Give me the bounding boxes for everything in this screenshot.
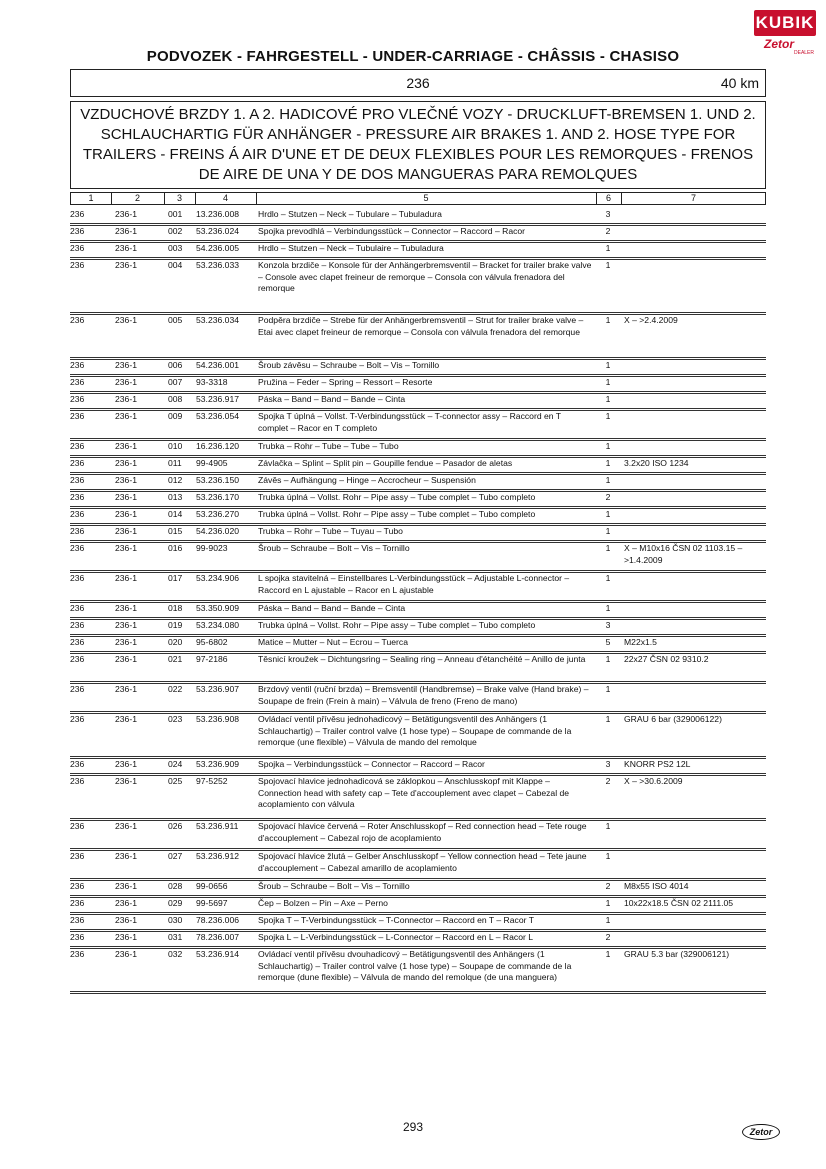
table-row — [70, 441, 766, 458]
column-headers — [70, 192, 766, 205]
cell-c6: 3 — [605, 209, 611, 219]
cell-c7: 3.2x20 ISO 1234 — [624, 458, 689, 468]
cell-c3: 029 — [168, 898, 183, 908]
cell-c6: 2 — [605, 932, 611, 942]
cell-c5: Čep – Bolzen – Pin – Axe – Perno — [258, 898, 388, 908]
table-row — [70, 949, 766, 994]
cell-c5: Spojovací hlavice jednohadicová se záklopkou – Anschlusskopf mit Klappe – Connection head with safety cap – Tete d'accouplement avec clapet – Cabezal de acoplamiento con válvula — [258, 776, 570, 810]
cell-c5: Trubka úplná – Vollst. Rohr – Pipe assy – Tube complet – Tubo completo — [258, 509, 536, 519]
row-divider — [70, 681, 766, 682]
table-row — [70, 394, 766, 411]
cell-c4: 53.236.033 — [196, 260, 240, 270]
cell-c1: 236 — [70, 915, 85, 925]
cell-c6: 1 — [605, 315, 611, 325]
table-row — [70, 821, 766, 851]
column-header: 5 — [256, 193, 597, 204]
cell-c5: Pružina – Feder – Spring – Ressort – Resorte — [258, 377, 433, 387]
cell-c2: 236-1 — [115, 360, 137, 370]
row-divider — [70, 408, 766, 409]
cell-c2: 236-1 — [115, 543, 137, 553]
table-row — [70, 260, 766, 315]
cell-c3: 009 — [168, 411, 183, 421]
cell-c7: M8x55 ISO 4014 — [624, 881, 689, 891]
cell-c3: 018 — [168, 603, 183, 613]
table-row — [70, 458, 766, 475]
row-divider — [70, 223, 766, 224]
row-divider — [70, 438, 766, 439]
cell-c4: 13.236.008 — [196, 209, 240, 219]
table-row — [70, 509, 766, 526]
cell-c2: 236-1 — [115, 209, 137, 219]
row-divider — [70, 651, 766, 652]
cell-c3: 001 — [168, 209, 183, 219]
cell-c4: 78.236.007 — [196, 932, 240, 942]
table-row — [70, 603, 766, 620]
cell-c5: Šroub – Schraube – Bolt – Vis – Tornillo — [258, 543, 410, 553]
cell-c4: 95-6802 — [196, 637, 228, 647]
cell-c5: Trubka úplná – Vollst. Rohr – Pipe assy – Tube complet – Tubo completo — [258, 620, 536, 630]
cell-c1: 236 — [70, 441, 85, 451]
cell-c5: Hrdlo – Stutzen – Neck – Tubulaire – Tubuladura — [258, 243, 444, 253]
cell-c2: 236-1 — [115, 932, 137, 942]
row-divider — [70, 455, 766, 456]
page-title: PODVOZEK - FAHRGESTELL - UNDER-CARRIAGE - CHÂSSIS - CHASISO — [146, 48, 680, 65]
cell-c1: 236 — [70, 684, 85, 694]
cell-c2: 236-1 — [115, 226, 137, 236]
cell-c2: 236-1 — [115, 394, 137, 404]
cell-c5: Trubka – Rohr – Tube – Tube – Tubo — [258, 441, 399, 451]
cell-c3: 003 — [168, 243, 183, 253]
table-row — [70, 573, 766, 603]
row-divider — [70, 756, 766, 757]
cell-c6: 1 — [605, 851, 611, 861]
table-row — [70, 776, 766, 821]
cell-c2: 236-1 — [115, 620, 137, 630]
cell-c4: 53.236.054 — [196, 411, 240, 421]
cell-c5: Závlačka – Splint – Split pin – Goupille fendue – Pasador de aletas — [258, 458, 513, 468]
cell-c2: 236-1 — [115, 492, 137, 502]
cell-c3: 014 — [168, 509, 183, 519]
cell-c1: 236 — [70, 543, 85, 553]
cell-c1: 236 — [70, 603, 85, 613]
column-header: 7 — [690, 193, 696, 203]
cell-c5: L spojka stavitelná – Einstellbares L-Verbindungsstück – Adjustable L-connector – Raccord en L ajustable – Racor en L ajustable — [258, 573, 570, 595]
cell-c1: 236 — [70, 226, 85, 236]
cell-c4: 53.234.906 — [196, 573, 240, 583]
cell-c4: 99-4905 — [196, 458, 228, 468]
cell-c1: 236 — [70, 458, 85, 468]
model-number: 236 — [406, 75, 430, 91]
cell-c2: 236-1 — [115, 475, 137, 485]
cell-c3: 017 — [168, 573, 183, 583]
cell-c5: Brzdový ventil (ruční brzda) – Bremsventil (Handbremse) – Brake valve (Hand brake) – Soupape de frein (Frein à main) – Válvula de freno (Freno de mano) — [258, 684, 589, 706]
cell-c2: 236-1 — [115, 260, 137, 270]
row-divider — [70, 489, 766, 490]
row-divider — [70, 391, 766, 392]
cell-c5: Spojka L – L-Verbindungsstück – L-Connector – Raccord en L – Racor L — [258, 932, 533, 942]
row-divider — [70, 374, 766, 375]
row-divider — [70, 993, 766, 994]
row-divider — [70, 818, 766, 819]
cell-c6: 1 — [605, 821, 611, 831]
cell-c1: 236 — [70, 881, 85, 891]
cell-c6: 2 — [605, 226, 611, 236]
cell-c6: 1 — [605, 509, 611, 519]
cell-c6: 1 — [605, 898, 611, 908]
cell-c1: 236 — [70, 475, 85, 485]
cell-c6: 1 — [605, 949, 611, 959]
cell-c3: 026 — [168, 821, 183, 831]
cell-c5: Spojka T úplná – Vollst. T-Verbindungsstück – T-connector assy – Raccord en T complet – Racor en T completo — [258, 411, 561, 433]
row-divider — [70, 540, 766, 541]
cell-c1: 236 — [70, 620, 85, 630]
column-header: 4 — [195, 193, 257, 204]
row-divider — [70, 634, 766, 635]
cell-c4: 97-2186 — [196, 654, 228, 664]
cell-c7: X – M10x16 ČSN 02 1103.15 – >1.4.2009 — [624, 543, 743, 565]
cell-c2: 236-1 — [115, 637, 137, 647]
table-row — [70, 360, 766, 377]
cell-c3: 023 — [168, 714, 183, 724]
row-divider — [70, 506, 766, 507]
cell-c6: 1 — [605, 684, 611, 694]
row-divider — [70, 257, 766, 258]
table-row — [70, 714, 766, 759]
row-divider — [70, 357, 766, 358]
row-divider — [70, 570, 766, 571]
cell-c3: 024 — [168, 759, 183, 769]
cell-c1: 236 — [70, 394, 85, 404]
column-header: 1 — [71, 193, 112, 204]
cell-c4: 97-5252 — [196, 776, 228, 786]
cell-c2: 236-1 — [115, 243, 137, 253]
cell-c2: 236-1 — [115, 684, 137, 694]
cell-c3: 028 — [168, 881, 183, 891]
model-box — [70, 69, 766, 97]
cell-c1: 236 — [70, 898, 85, 908]
cell-c2: 236-1 — [115, 411, 137, 421]
cell-c4: 53.236.909 — [196, 759, 240, 769]
cell-c5: Těsnicí kroužek – Dichtungsring – Sealing ring – Anneau d'étanchéité – Anillo de junta — [258, 654, 586, 664]
cell-c3: 025 — [168, 776, 183, 786]
cell-c6: 1 — [605, 411, 611, 421]
cell-c1: 236 — [70, 377, 85, 387]
cell-c6: 1 — [605, 603, 611, 613]
cell-c4: 53.236.912 — [196, 851, 240, 861]
logo-zetor-text: Zetor — [764, 37, 794, 51]
column-header: 2 — [111, 193, 165, 204]
cell-c6: 1 — [605, 915, 611, 925]
cell-c1: 236 — [70, 209, 85, 219]
model-speed: 40 km — [720, 75, 759, 91]
cell-c4: 54.236.020 — [196, 526, 240, 536]
cell-c6: 5 — [605, 637, 611, 647]
zetor-footer-logo: Zetor — [742, 1124, 780, 1140]
section-title: VZDUCHOVÉ BRZDY 1. A 2. HADICOVÉ PRO VLEČNÉ VOZY - DRUCKLUFT-BREMSEN 1. UND 2. SCHLAUCHARTIG FÜR ANHÄNGER - PRESSURE AIR BRAKES 1. AND 2. HOSE TYPE FOR TRAILERS - FREINS Á AIR D'UNE ET DE DEUX FLEXIBLES POUR LES REMORQUES - FRENOS DE AIRE DE UNA Y DE DOS MANGUERAS PARA REMOLQUES — [70, 101, 766, 189]
row-divider — [70, 523, 766, 524]
logo-dealer-text: DEALER — [794, 50, 815, 56]
table-row — [70, 377, 766, 394]
cell-c2: 236-1 — [115, 949, 137, 959]
cell-c2: 236-1 — [115, 458, 137, 468]
cell-c4: 53.236.911 — [196, 821, 239, 831]
cell-c2: 236-1 — [115, 509, 137, 519]
cell-c2: 236-1 — [115, 898, 137, 908]
cell-c1: 236 — [70, 492, 85, 502]
cell-c5: Ovládací ventil přívěsu dvouhadicový – Betätigungsventil des Anhängers (1 Schlauchartig) – Trailer control valve (1 hose type) – Soupape de commande de la remorque (dune flexible) – Válvula de mando del remolque (de una manguera) — [258, 949, 572, 983]
cell-c4: 99-5697 — [196, 898, 228, 908]
table-row — [70, 492, 766, 509]
cell-c4: 53.234.080 — [196, 620, 240, 630]
cell-c6: 2 — [605, 776, 611, 786]
cell-c4: 53.350.909 — [196, 603, 240, 613]
cell-c1: 236 — [70, 949, 85, 959]
cell-c6: 1 — [605, 458, 611, 468]
cell-c1: 236 — [70, 411, 85, 421]
cell-c3: 013 — [168, 492, 183, 502]
cell-c1: 236 — [70, 932, 85, 942]
cell-c5: Konzola brzdiče – Konsole für der Anhängerbremsventil – Bracket for trailer brake valve – Console avec clapet freineur de remorque – Consola con válvula frenadora del remorque — [258, 260, 592, 294]
cell-c1: 236 — [70, 509, 85, 519]
cell-c2: 236-1 — [115, 315, 137, 325]
table-row — [70, 759, 766, 776]
table-row — [70, 543, 766, 573]
cell-c2: 236-1 — [115, 654, 137, 664]
cell-c6: 1 — [605, 360, 611, 370]
cell-c6: 2 — [605, 492, 611, 502]
table-row — [70, 526, 766, 543]
cell-c6: 1 — [605, 394, 611, 404]
cell-c3: 008 — [168, 394, 183, 404]
cell-c3: 020 — [168, 637, 183, 647]
cell-c5: Spojka prevodhlá – Verbindungsstück – Connector – Raccord – Racor — [258, 226, 526, 236]
cell-c5: Šroub závěsu – Schraube – Bolt – Vis – Tornillo — [258, 360, 440, 370]
cell-c3: 022 — [168, 684, 183, 694]
cell-c6: 1 — [605, 377, 611, 387]
cell-c5: Ovládací ventil přívěsu jednohadicový – Betätigungsventil des Anhängers (1 Schlauchartig) – Trailer control valve (1 hose type) – Soupape de commande de la remorque (une flexible) – Válvula de mando del remolque — [258, 714, 572, 748]
cell-c1: 236 — [70, 243, 85, 253]
table-row — [70, 243, 766, 260]
cell-c2: 236-1 — [115, 441, 137, 451]
cell-c5: Spojka T – T-Verbindungsstück – T-Connector – Raccord en T – Racor T — [258, 915, 534, 925]
cell-c3: 007 — [168, 377, 183, 387]
cell-c6: 2 — [605, 881, 611, 891]
row-divider — [70, 946, 766, 947]
cell-c2: 236-1 — [115, 573, 137, 583]
cell-c6: 1 — [605, 260, 611, 270]
cell-c6: 1 — [605, 475, 611, 485]
row-divider — [70, 617, 766, 618]
cell-c7: GRAU 6 bar (329006122) — [624, 714, 722, 724]
row-divider — [70, 848, 766, 849]
table-row — [70, 637, 766, 654]
cell-c3: 015 — [168, 526, 183, 536]
logo-kubik-text: KUBIK — [754, 10, 816, 36]
cell-c3: 027 — [168, 851, 183, 861]
cell-c1: 236 — [70, 851, 85, 861]
row-divider — [70, 912, 766, 913]
cell-c5: Páska – Band – Band – Bande – Cinta — [258, 394, 406, 404]
row-divider — [70, 312, 766, 313]
cell-c5: Závěs – Aufhängung – Hinge – Accrocheur – Suspensión — [258, 475, 476, 485]
cell-c6: 1 — [605, 573, 611, 583]
cell-c6: 1 — [605, 543, 611, 553]
cell-c3: 019 — [168, 620, 183, 630]
row-divider — [70, 895, 766, 896]
table-row — [70, 654, 766, 684]
table-row — [70, 932, 766, 949]
cell-c7: 22x27 ČSN 02 9310.2 — [624, 654, 709, 664]
cell-c4: 53.236.034 — [196, 315, 240, 325]
cell-c4: 53.236.908 — [196, 714, 240, 724]
table-row — [70, 620, 766, 637]
table-row — [70, 684, 766, 714]
cell-c4: 53.236.024 — [196, 226, 240, 236]
cell-c7: 10x22x18.5 ČSN 02 2111.05 — [624, 898, 734, 908]
cell-c7: X – >2.4.2009 — [624, 315, 678, 325]
cell-c3: 030 — [168, 915, 183, 925]
cell-c3: 011 — [168, 458, 182, 468]
cell-c3: 032 — [168, 949, 183, 959]
page-number: 293 — [402, 1120, 424, 1134]
table-row — [70, 851, 766, 881]
table-row — [70, 881, 766, 898]
cell-c4: 54.236.001 — [196, 360, 240, 370]
cell-c3: 010 — [168, 441, 183, 451]
cell-c1: 236 — [70, 821, 85, 831]
row-divider — [70, 711, 766, 712]
cell-c5: Spojka – Verbindungsstück – Connector – Raccord – Racor — [258, 759, 485, 769]
cell-c4: 78.236.006 — [196, 915, 240, 925]
cell-c7: M22x1.5 — [624, 637, 657, 647]
cell-c5: Matice – Mutter – Nut – Ecrou – Tuerca — [258, 637, 408, 647]
cell-c3: 005 — [168, 315, 183, 325]
cell-c4: 93-3318 — [196, 377, 228, 387]
cell-c4: 16.236.120 — [196, 441, 240, 451]
table-row — [70, 898, 766, 915]
cell-c2: 236-1 — [115, 714, 137, 724]
table-row — [70, 411, 766, 441]
cell-c4: 53.236.914 — [196, 949, 240, 959]
cell-c2: 236-1 — [115, 377, 137, 387]
table-row — [70, 915, 766, 932]
cell-c3: 031 — [168, 932, 183, 942]
cell-c4: 99-9023 — [196, 543, 228, 553]
cell-c5: Hrdlo – Stutzen – Neck – Tubulare – Tubuladura — [258, 209, 442, 219]
cell-c2: 236-1 — [115, 776, 137, 786]
cell-c6: 3 — [605, 620, 611, 630]
cell-c7: KNORR PS2 12L — [624, 759, 691, 769]
cell-c4: 53.236.150 — [196, 475, 240, 485]
cell-c2: 236-1 — [115, 821, 137, 831]
cell-c4: 54.236.005 — [196, 243, 240, 253]
cell-c6: 1 — [605, 243, 611, 253]
cell-c5: Spojovací hlavice žlutá – Gelber Anschlusskopf – Yellow connection head – Tete jaune d'accouplement – Cabezal amarillo de acoplamiento — [258, 851, 587, 873]
cell-c1: 236 — [70, 637, 85, 647]
cell-c4: 53.236.917 — [196, 394, 240, 404]
cell-c6: 1 — [605, 441, 611, 451]
table-row — [70, 315, 766, 360]
cell-c3: 012 — [168, 475, 183, 485]
cell-c1: 236 — [70, 260, 85, 270]
column-header: 6 — [596, 193, 622, 204]
cell-c1: 236 — [70, 526, 85, 536]
cell-c1: 236 — [70, 654, 85, 664]
cell-c7: X – >30.6.2009 — [624, 776, 683, 786]
cell-c4: 53.236.270 — [196, 509, 240, 519]
cell-c4: 53.236.170 — [196, 492, 240, 502]
row-divider — [70, 878, 766, 879]
cell-c1: 236 — [70, 714, 85, 724]
row-divider — [70, 773, 766, 774]
cell-c5: Podpěra brzdiče – Strebe für der Anhängerbremsventil – Strut for trailer brake valve – Etai avec clapet freineur de remorque – Consola con válvula frenadora del remorque — [258, 315, 584, 337]
cell-c6: 3 — [605, 759, 611, 769]
row-divider — [70, 472, 766, 473]
cell-c1: 236 — [70, 759, 85, 769]
cell-c5: Trubka úplná – Vollst. Rohr – Pipe assy – Tube complet – Tubo completo — [258, 492, 536, 502]
cell-c6: 1 — [605, 654, 611, 664]
cell-c2: 236-1 — [115, 603, 137, 613]
cell-c3: 016 — [168, 543, 183, 553]
cell-c1: 236 — [70, 315, 85, 325]
cell-c3: 006 — [168, 360, 183, 370]
cell-c2: 236-1 — [115, 759, 137, 769]
row-divider — [70, 240, 766, 241]
cell-c1: 236 — [70, 360, 85, 370]
row-divider — [70, 991, 766, 992]
cell-c3: 004 — [168, 260, 183, 270]
cell-c2: 236-1 — [115, 526, 137, 536]
cell-c5: Spojovací hlavice červená – Roter Anschlusskopf – Red connection head – Tete rouge d'accouplement – Cabezal rojo de acoplamiento — [258, 821, 587, 843]
cell-c2: 236-1 — [115, 851, 137, 861]
cell-c5: Šroub – Schraube – Bolt – Vis – Tornillo — [258, 881, 410, 891]
cell-c6: 1 — [605, 526, 611, 536]
cell-c6: 1 — [605, 714, 611, 724]
cell-c2: 236-1 — [115, 915, 137, 925]
cell-c2: 236-1 — [115, 881, 137, 891]
table-row — [70, 209, 766, 226]
cell-c3: 021 — [168, 654, 183, 664]
row-divider — [70, 600, 766, 601]
cell-c5: Trubka – Rohr – Tube – Tuyau – Tubo — [258, 526, 403, 536]
cell-c4: 99-0656 — [196, 881, 228, 891]
cell-c5: Páska – Band – Band – Bande – Cinta — [258, 603, 406, 613]
cell-c7: GRAU 5.3 bar (329006121) — [624, 949, 730, 959]
table-row — [70, 226, 766, 243]
table-row — [70, 475, 766, 492]
row-divider — [70, 929, 766, 930]
cell-c1: 236 — [70, 776, 85, 786]
cell-c3: 002 — [168, 226, 183, 236]
column-header: 3 — [164, 193, 196, 204]
cell-c4: 53.236.907 — [196, 684, 240, 694]
cell-c1: 236 — [70, 573, 85, 583]
